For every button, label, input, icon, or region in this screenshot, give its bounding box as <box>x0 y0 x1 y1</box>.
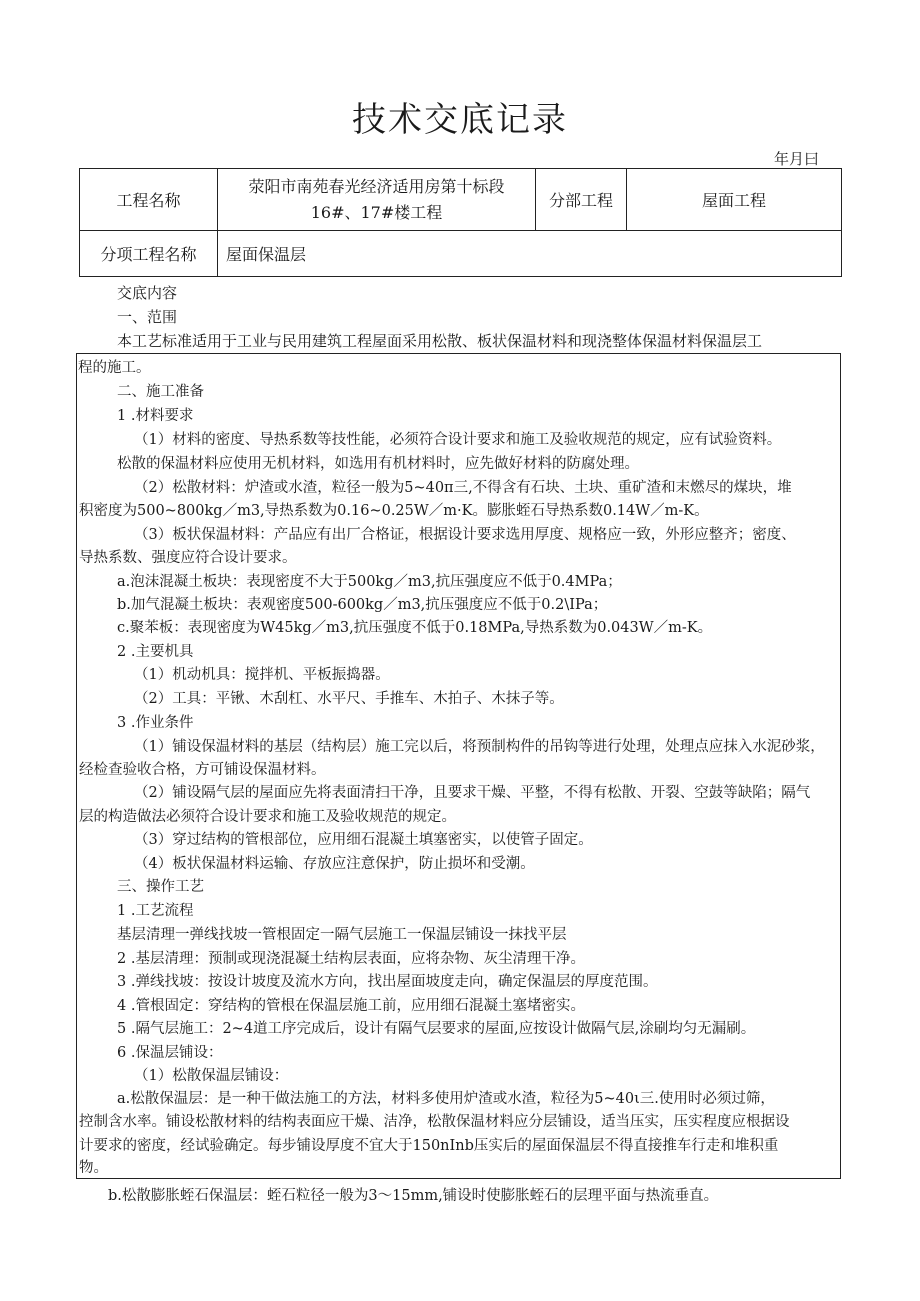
project-info-table <box>79 168 842 277</box>
content-line: （1）机动机具：搅拌机、平板振捣器。 <box>134 667 390 683</box>
scope-heading: 一、范围 <box>117 308 178 326</box>
content-line: 4 .管根固定：穿结构的管根在保温层施工前，应用细石混凝土塞堵密实。 <box>117 998 585 1014</box>
division-value: 屋面工程 <box>627 169 842 231</box>
division-label: 分部工程 <box>536 169 627 231</box>
subitem-label: 分项工程名称 <box>80 231 218 277</box>
content-line: 导热系数、强度应符合设计要求。 <box>79 550 297 566</box>
content-line: 松散的保温材料应使用无机材料，如选用有机材料时，应先做好材料的防腐处理。 <box>117 456 639 472</box>
document-title: 技术交底记录 <box>352 100 568 140</box>
content-line: 物。 <box>79 1160 108 1176</box>
content-line: 2 .主要机具 <box>117 644 194 660</box>
content-line: （2）工具：平锹、木刮杠、水平尺、手推车、木拍子、木抹子等。 <box>134 691 564 707</box>
project-name-line2: 16#、17#楼工程 <box>310 202 443 222</box>
project-name-label: 工程名称 <box>80 169 218 231</box>
project-name-line1: 荥阳市南苑春光经济适用房第十标段 <box>248 176 505 196</box>
scope-line: 本工艺标准适用于工业与民用建筑工程屋面采用松散、板状保温材料和现浇整体保温材料保温层工 <box>117 332 763 350</box>
content-line: 2 .基层清理：预制或现浇混凝土结构层表面，应将杂物、灰尘清理干净。 <box>117 951 585 967</box>
content-line: （2）铺设隔气层的屋面应先将表面清扫干净，且要求干燥、平整，不得有松散、开裂、空鼓等缺陷；隔气 <box>134 785 811 801</box>
content-line: 计要求的密度，经试验确定。每步铺设厚度不宜大于150nInb压实后的屋面保温层不得直接推车行走和堆积重 <box>79 1138 779 1154</box>
content-line: 程的施工。 <box>78 360 151 376</box>
content-line: 5 .隔气层施工：2~4道工序完成后，设计有隔气层要求的屋面,应按设计做隔气层,涂刷均匀无漏刷。 <box>117 1021 756 1037</box>
after-box-line: b.松散膨胀蛭石保温层：蛭石粒径一般为3～15mm,铺设时使膨胀蛭石的层理平面与热流垂直。 <box>108 1188 719 1204</box>
content-line: （3）板状保温材料：产品应有出厂合格证，根据设计要求选用厚度、规格应一致，外形应整齐；密度、 <box>134 527 796 543</box>
content-line: 1 .材料要求 <box>117 408 194 424</box>
content-line: 1 .工艺流程 <box>117 903 194 919</box>
content-line: 三、操作工艺 <box>117 879 204 895</box>
content-line: c.聚苯板：表现密度为W45kg／m3,抗压强度不低于0.18MPa,导热系数为0.043W／m-K。 <box>117 620 713 636</box>
content-line: 基层清理一弹线找坡一管根固定一隔气层施工一保温层铺设一抹找平层 <box>117 927 567 943</box>
content-line: 二、施工准备 <box>117 384 204 400</box>
content-line: 积密度为500~800kg／m3,导热系数为0.16~0.25W／m·K。膨胀蛭石导热系数0.14W／m-K。 <box>79 503 709 519</box>
content-line: b.加气混凝土板块：表观密度500-600kg／m3,抗压强度应不低于0.2\IPa； <box>117 597 608 613</box>
content-line: 控制含水率。铺设松散材料的结构表面应干燥、洁净，松散保温材料应分层铺设，适当压实，压实程度应根据设 <box>79 1114 790 1130</box>
content-line: （2）松散材料：炉渣或水渣，粒径一般为5~40π三,不得含有石块、土块、重矿渣和末燃尽的煤块，堆 <box>134 480 792 496</box>
content-line: 6 .保温层铺设： <box>117 1045 223 1061</box>
date-label: 年月曰 <box>774 150 820 168</box>
subitem-value: 屋面保温层 <box>218 231 842 277</box>
content-line: 经检查验收合格，方可铺设保温材料。 <box>79 762 326 778</box>
content-line: a.泡沫混凝土板块：表现密度不大于500kg／m3,抗压强度应不低于0.4MPa； <box>117 574 622 590</box>
content-heading: 交底内容 <box>117 284 178 302</box>
content-line: （4）板状保温材料运输、存放应注意保护，防止损坏和受潮。 <box>134 856 535 872</box>
content-line: 3 .作业条件 <box>117 715 194 731</box>
content-line: 层的构造做法必须符合设计要求和施工及验收规范的规定。 <box>79 809 456 825</box>
content-line: （3）穿过结构的管根部位，应用细石混凝土填塞密实，以使管子固定。 <box>134 832 593 848</box>
content-line: a.松散保温层：是一种干做法施工的方法，材料多使用炉渣或水渣，粒径为5~40ι三.使用时必须过筛， <box>117 1091 775 1107</box>
project-name-value <box>218 169 536 231</box>
content-line: （1）铺设保温材料的基层（结构层）施工完以后，将预制构件的吊钩等进行处理，处理点应抹入水泥砂浆， <box>134 739 825 755</box>
content-line: （1）材料的密度、导热系数等技性能，必须符合设计要求和施工及验收规范的规定，应有试验资料。 <box>134 432 782 448</box>
content-line: （1）松散保温层铺设： <box>134 1068 289 1084</box>
content-line: 3 .弹线找坡：按设计坡度及流水方向，找出屋面坡度走向，确定保温层的厚度范围。 <box>117 974 658 990</box>
